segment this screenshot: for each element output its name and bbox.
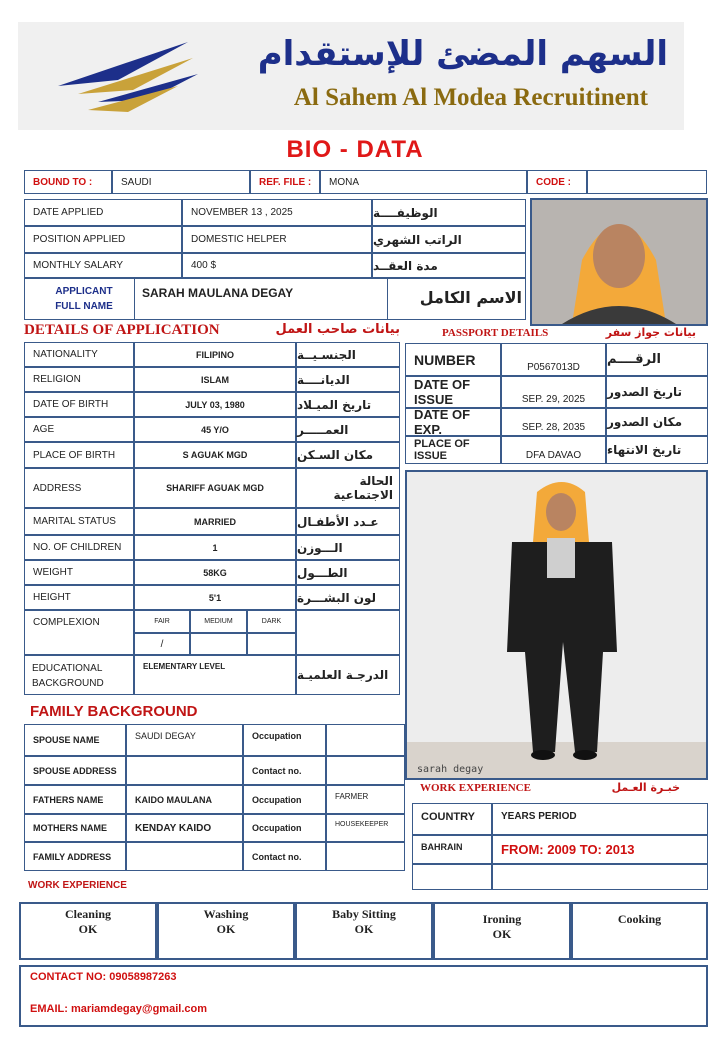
passport-number: P0567013D [501, 343, 606, 376]
skill-cleaning-status: OK [78, 922, 98, 936]
applicant-label-1: APPLICANT [55, 286, 113, 297]
complexion-medium-mark [190, 633, 247, 655]
skill-ironing [433, 902, 571, 960]
passport-issue: SEP. 29, 2025 [501, 376, 606, 408]
code-value [587, 170, 707, 194]
family-address-value [126, 842, 243, 871]
position-label: POSITION APPLIED [24, 226, 182, 253]
passport-place-label: PLACE OF ISSUE [405, 436, 501, 464]
address-value: SHARIFF AGUAK MGD [134, 468, 296, 508]
years-header: YEARS PERIOD [492, 803, 708, 835]
nationality-value: FILIPINO [134, 342, 296, 367]
passport-exp-ar: مكان الصدور [606, 408, 708, 436]
nationality-label: NATIONALITY [24, 342, 134, 367]
logo-arrows-icon [58, 36, 208, 116]
nationality-ar: الجنسـيــة [296, 342, 400, 367]
work-exp-heading-ar: خبـرة العـمل [611, 781, 680, 794]
education-label-1: EDUCATIONAL [32, 663, 103, 674]
contact-email: EMAIL: mariamdegay@gmail.com [30, 1003, 207, 1015]
weight-ar: الطـــول [296, 560, 400, 585]
complexion-label: COMPLEXION [24, 610, 134, 655]
skill-cleaning-name: Cleaning [64, 907, 111, 921]
work-exp-heading: WORK EXPERIENCE [420, 782, 531, 794]
spouse-address-value [126, 756, 243, 785]
children-value: 1 [134, 535, 296, 560]
logo-arabic: السهم المضئ للإستقدام [257, 34, 668, 74]
father-value: KAIDO MAULANA [126, 785, 243, 814]
bound-value: SAUDI [112, 170, 250, 194]
religion-ar: الديانــــة [296, 367, 400, 392]
contact-phone: CONTACT NO: 09058987263 [30, 971, 177, 983]
date-applied-label: DATE APPLIED [24, 199, 182, 226]
education-ar: الدرجـة العلميـة [296, 655, 400, 695]
father-occupation-value: FARMER [326, 785, 405, 814]
marital-value: MARRIED [134, 508, 296, 535]
applicant-label [44, 284, 124, 314]
age-ar: العمـــــر [296, 417, 400, 442]
skill-baby-sitting-name: Baby Sitting [332, 907, 396, 921]
passport-number-label: NUMBER [405, 343, 501, 376]
mother-label: MOTHERS NAME [24, 814, 126, 842]
children-label: NO. OF CHILDREN [24, 535, 134, 560]
religion-label: RELIGION [24, 367, 134, 392]
page-title: BIO - DATA [286, 136, 424, 163]
spouse-label: SPOUSE NAME [24, 724, 126, 756]
applicant-label-2: FULL NAME [55, 301, 113, 312]
dob-label: DATE OF BIRTH [24, 392, 134, 417]
spouse-contact-label: Contact no. [243, 756, 326, 785]
height-label: HEIGHT [24, 585, 134, 610]
birthplace-ar: مكان السـكن [296, 442, 400, 468]
marital-label: MARITAL STATUS [24, 508, 134, 535]
work-country-empty [412, 864, 492, 890]
skill-washing-name: Washing [203, 907, 249, 921]
marital-ar: عـدد الأطفـال [296, 508, 400, 535]
weight-label: WEIGHT [24, 560, 134, 585]
skill-cooking [571, 902, 708, 960]
spouse-occupation-label: Occupation [243, 724, 326, 756]
applicant-name: SARAH MAULANA DEGAY [142, 286, 294, 300]
date-applied-value: NOVEMBER 13 , 2025 [182, 199, 372, 226]
spouse-occupation-value [326, 724, 405, 756]
ref-value: MONA [320, 170, 527, 194]
work-period: FROM: 2009 TO: 2013 [492, 835, 708, 864]
passport-heading-ar: بيانات جواز سفر [605, 326, 696, 339]
complexion-dark: DARK [247, 610, 296, 633]
skill-ironing-status: OK [492, 927, 512, 941]
photo-caption: sarah degay [417, 764, 484, 775]
passport-place-ar: تاريخ الانتهاء [606, 436, 708, 464]
height-ar: لون البشـــرة [296, 585, 400, 610]
mother-value: KENDAY KAIDO [126, 814, 243, 842]
skill-washing [157, 902, 295, 960]
skill-washing-status: OK [216, 922, 236, 936]
passport-exp: SEP. 28, 2035 [501, 408, 606, 436]
complexion-dark-mark [247, 633, 296, 655]
bound-label: BOUND TO : [24, 170, 112, 194]
skill-baby-sitting-status: OK [354, 922, 374, 936]
passport-exp-label: DATE OF EXP. [405, 408, 501, 436]
mother-occupation-value: HOUSEKEEPER [326, 814, 405, 842]
height-value: 5'1 [134, 585, 296, 610]
logo-banner [18, 22, 684, 130]
code-label: CODE : [527, 170, 587, 194]
birthplace-label: PLACE OF BIRTH [24, 442, 134, 468]
salary-ar: مدة العقــد [372, 253, 526, 278]
applicant-name-ar: الاسم الكامل [419, 288, 522, 307]
skill-cooking-name: Cooking [617, 912, 662, 926]
skill-cleaning [19, 902, 157, 960]
father-occupation-label: Occupation [243, 785, 326, 814]
spouse-value: SAUDI DEGAY [126, 724, 243, 756]
mother-occupation-label: Occupation [243, 814, 326, 842]
ref-label: REF. FILE : [250, 170, 320, 194]
logo-english: Al Sahem Al Modea Recruitinent [293, 84, 648, 111]
education-value: ELEMENTARY LEVEL [134, 655, 296, 695]
dob-value: JULY 03, 1980 [134, 392, 296, 417]
complexion-fair-mark: / [134, 633, 190, 655]
education-label [32, 661, 104, 691]
age-label: AGE [24, 417, 134, 442]
headshot-photo [530, 198, 708, 326]
address-ar: الحالة الاجتماعية [296, 468, 400, 508]
position-value: DOMESTIC HELPER [182, 226, 372, 253]
father-label: FATHERS NAME [24, 785, 126, 814]
family-heading: FAMILY BACKGROUND [30, 703, 198, 720]
passport-place: DFA DAVAO [501, 436, 606, 464]
birthplace-value: S AGUAK MGD [134, 442, 296, 468]
salary-label: MONTHLY SALARY [24, 253, 182, 278]
work-country: BAHRAIN [412, 835, 492, 864]
education-label-2: BACKGROUND [32, 678, 104, 689]
family-contact-label: Contact no. [243, 842, 326, 871]
age-value: 45 Y/O [134, 417, 296, 442]
details-heading-ar: بيانات صاحب العمل [275, 322, 400, 337]
complexion-fair: FAIR [134, 610, 190, 633]
passport-issue-label: DATE OF ISSUE [405, 376, 501, 408]
date-applied-ar: الوظيفــــة [372, 199, 526, 226]
weight-value: 58KG [134, 560, 296, 585]
details-heading: DETAILS OF APPLICATION [24, 322, 220, 338]
skills-heading: WORK EXPERIENCE [28, 880, 127, 891]
salary-value: 400 $ [182, 253, 372, 278]
skill-ironing-name: Ironing [482, 912, 522, 926]
passport-number-ar: الرقــــم [606, 343, 708, 376]
full-body-photo [405, 470, 708, 780]
passport-issue-ar: تاريخ الصدور [606, 376, 708, 408]
work-period-empty [492, 864, 708, 890]
complexion-ar-blank [296, 610, 400, 655]
family-address-label: FAMILY ADDRESS [24, 842, 126, 871]
position-ar: الراتب الشهري [372, 226, 526, 253]
dob-ar: تاريخ الميـلاد [296, 392, 400, 417]
skill-baby-sitting [295, 902, 433, 960]
family-contact-value [326, 842, 405, 871]
country-header: COUNTRY [412, 803, 492, 835]
children-ar: الـــوزن [296, 535, 400, 560]
passport-heading: PASSPORT DETAILS [442, 327, 549, 339]
complexion-medium: MEDIUM [190, 610, 247, 633]
address-label: ADDRESS [24, 468, 134, 508]
spouse-contact-value [326, 756, 405, 785]
spouse-address-label: SPOUSE ADDRESS [24, 756, 126, 785]
religion-value: ISLAM [134, 367, 296, 392]
